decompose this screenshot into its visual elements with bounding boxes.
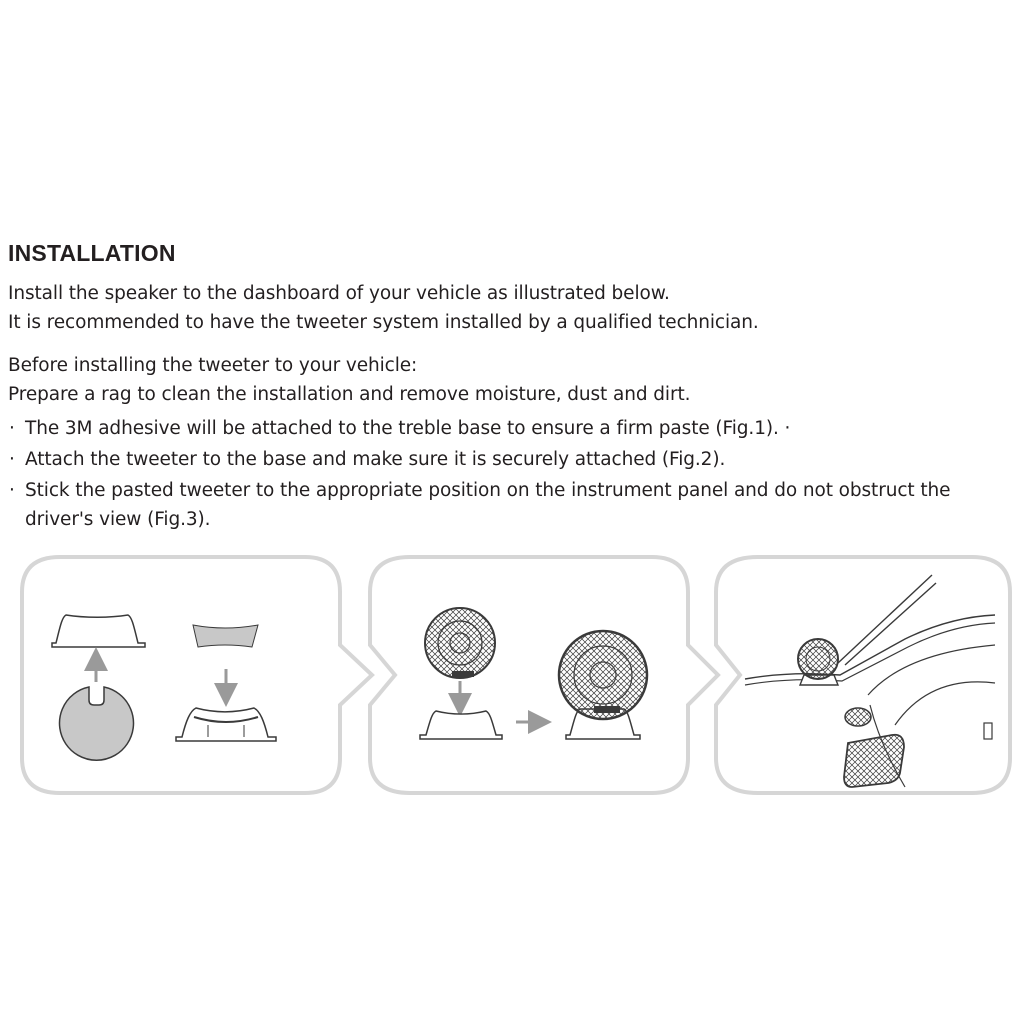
intro-line-2: It is recommended to have the tweeter system installed by a qualified technician. [8,312,759,333]
adhesive-and-base-illustration [52,615,276,760]
bullet-marker: · [9,449,15,470]
prep-line-1: Before installing the tweeter to your vehicle: [8,355,418,376]
figure-2-panel [370,557,718,793]
step-text: Stick the pasted tweeter to the appropriate position on the instrument panel and do not obstruct the driver's view (Fig.3). [25,480,951,530]
section-title: INSTALLATION [8,240,176,266]
list-item [8,445,1008,474]
step-text: Attach the tweeter to the base and make sure it is securely attached (Fig.2). [25,449,726,470]
figure-3-panel [716,557,1010,793]
list-item [8,476,1008,534]
prep-paragraph [8,351,1008,409]
figure-strip [0,555,1024,805]
intro-line-1: Install the speaker to the dashboard of your vehicle as illustrated below. [8,283,670,304]
intro-paragraph [8,279,1008,337]
figure-1-panel [22,557,372,793]
steps-list [8,414,1008,534]
bullet-marker: · [9,480,15,501]
prep-line-2: Prepare a rag to clean the installation and remove moisture, dust and dirt. [8,384,691,405]
list-item [8,414,1008,443]
dashboard-installation-illustration [745,575,995,787]
tweeter-mounting-illustration [420,608,647,739]
step-text: The 3M adhesive will be attached to the treble base to ensure a firm paste (Fig.1). · [25,418,791,439]
bullet-marker: · [9,418,15,439]
installation-figures [0,555,1024,805]
installation-section [8,238,1008,536]
